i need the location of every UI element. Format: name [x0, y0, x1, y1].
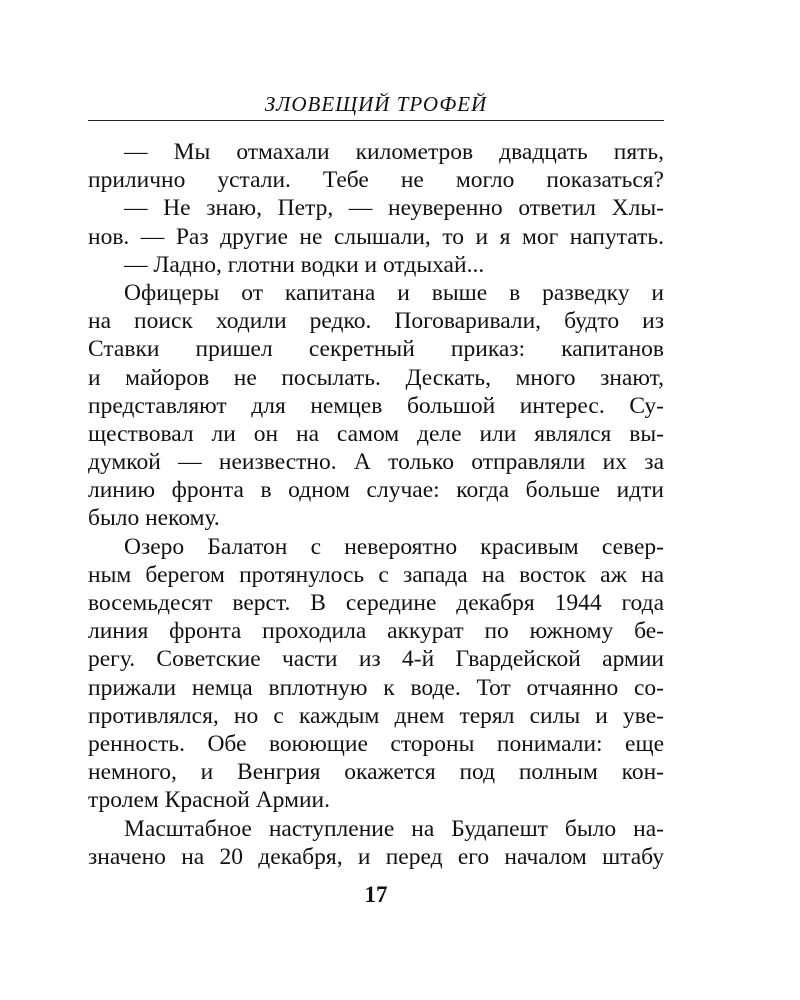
text-line: противлялся, но с каждым днем терял силы и уве- — [88, 702, 664, 729]
text-line: прижали немца вплотную к воде. Тот отчаянно со- — [88, 674, 664, 701]
text-line: думкой — неизвестно. А только отправляли их за — [88, 449, 664, 476]
body-text — [88, 138, 664, 871]
text-line: представляют для немцев большой интерес. Су- — [88, 392, 664, 419]
text-line: Озеро Балатон с невероятно красивым север- — [124, 533, 664, 560]
text-line: немного, и Венгрия окажется под полным кон- — [88, 759, 664, 786]
text-line: тролем Красной Армии. — [88, 787, 330, 814]
page-number: 17 — [364, 882, 388, 907]
text-line: ным берегом протянулось с запада на восток аж на — [88, 561, 664, 588]
text-line: Масштабное наступление на Будапешт было на- — [124, 815, 664, 842]
text-line: ренность. Обе воюющие стороны понимали: еще — [88, 730, 664, 757]
text-line: нов. — Раз другие не слышали, то и я мог напутать. — [88, 223, 664, 250]
text-line: — Мы отмахали километров двадцать пять, — [124, 139, 664, 165]
running-head: ЗЛОВЕЩИЙ ТРОФЕЙ — [264, 92, 488, 116]
text-line: было некому. — [88, 505, 220, 532]
text-line: прилично устали. Тебе не могло показаться? — [88, 167, 664, 194]
text-line: ществовал ли он на самом деле или являлся вы- — [88, 420, 664, 447]
text-line: линия фронта проходила аккурат по южному бе- — [88, 618, 664, 645]
text-line: — Не знаю, Петр, — неуверенно ответил Хлы- — [124, 195, 664, 222]
text-line: Ставки пришел секретный приказ: капитанов — [88, 336, 664, 363]
text-line: и майоров не посылать. Дескать, много знают, — [88, 364, 664, 391]
text-line: линию фронта в одном случае: когда больше идти — [88, 477, 664, 504]
text-line: на поиск ходили редко. Поговаривали, будто из — [88, 308, 664, 335]
book-page — [88, 0, 664, 1000]
text-line: Офицеры от капитана и выше в разведку и — [124, 279, 664, 306]
header-rule — [88, 120, 664, 121]
text-line: восемьдесят верст. В середине декабря 1944 года — [88, 590, 664, 616]
text-line: — Ладно, глотни водки и отдыхай... — [124, 251, 485, 278]
text-line: регу. Советские части из 4-й Гвардейской армии — [88, 646, 664, 673]
text-line: значено на 20 декабря, и перед его началом штабу — [88, 843, 664, 870]
